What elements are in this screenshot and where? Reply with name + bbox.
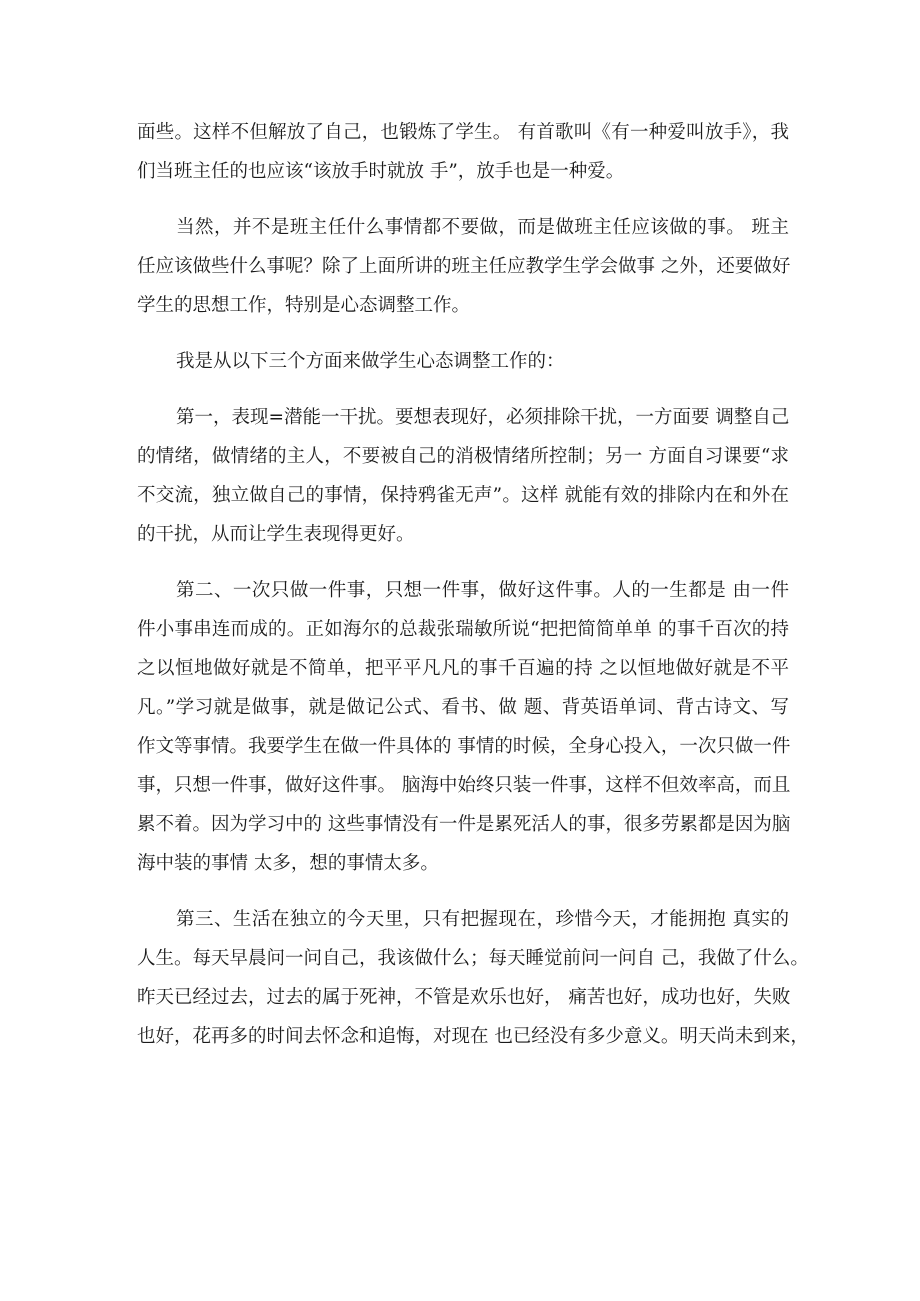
paragraph-line: 我是从以下三个方面来做学生心态调整工作的： (176, 351, 565, 372)
paragraph-line: 当然，并不是班主任什么事情都不要做，而是做班主任应该做的事。 班主 (176, 217, 789, 238)
paragraph-line: 第三、生活在独立的今天里，只有把握现在，珍惜今天，才能拥抱 真实的 (176, 909, 789, 930)
paragraph-line: 也好，花再多的时间去怀念和追悔，对现在 也已经没有多少意义。明天尚未到来， (137, 1026, 809, 1047)
paragraph-line: 事，只想一件事，做好这件事。 脑海中始终只装一件事，这样不但效率高，而且 (137, 775, 791, 796)
paragraph-line: 之以恒地做好就是不简单，把平平凡凡的事千百遍的持 之以恒地做好就是不平 (137, 658, 789, 679)
document-body (137, 113, 809, 1056)
paragraph-line: 任应该做些什么事呢？除了上面所讲的班主任应教学生学会做事 之外，还要做好 (137, 256, 791, 277)
paragraph-line: 第二、一次只做一件事，只想一件事，做好这件事。人的一生都是 由一件 (176, 580, 789, 601)
paragraph-3 (137, 342, 789, 381)
paragraph-line: 的情绪，做情绪的主人，不要被自己的消极情绪所控制；另一 方面自习课要“求 (137, 446, 789, 467)
paragraph-line: 学生的思想工作，特别是心态调整工作。 (137, 295, 471, 316)
paragraph-line: 人生。每天早晨问一问自己，我该做什么；每天睡觉前问一问自 己，我做了什么。 (137, 948, 809, 969)
paragraph-line: 昨天已经过去，过去的属于死神，不管是欢乐也好， 痛苦也好，成功也好，失败 (137, 987, 791, 1008)
paragraph-line: 的干扰，从而让学生表现得更好。 (137, 524, 415, 545)
paragraph-4 (137, 398, 789, 554)
paragraph-line: 面些。这样不但解放了自己，也锻炼了学生。 有首歌叫《有一种爱叫放手》，我 (137, 122, 789, 143)
paragraph-line: 累不着。因为学习中的 这些事情没有一件是累死活人的事，很多劳累都是因为脑 (137, 814, 791, 835)
paragraph-line: 海中装的事情 太多，想的事情太多。 (137, 853, 439, 874)
paragraph-line: 件小事串连而成的。正如海尔的总裁张瑞敏所说“把把简简单单 的事千百次的持 (137, 619, 789, 640)
paragraph-line: 第一，表现=潜能一干扰。要想表现好，必须排除干扰，一方面要 调整自己 (176, 407, 790, 428)
paragraph-1 (137, 113, 789, 191)
paragraph-line: 们当班主任的也应该“该放手时就放 手”，放手也是一种爱。 (137, 161, 625, 182)
paragraph-line: 作文等事情。我要学生在做一件具体的 事情的时候，全身心投入，一次只做一件 (137, 736, 791, 757)
paragraph-5 (137, 571, 789, 883)
paragraph-2 (137, 208, 789, 325)
paragraph-6 (137, 900, 809, 1056)
paragraph-line: 不交流，独立做自己的事情，保持鸦雀无声”。这样 就能有效的排除内在和外在 (137, 485, 789, 506)
paragraph-line: 凡。”学习就是做事，就是做记公式、看书、做 题、背英语单词、背古诗文、写 (137, 697, 789, 718)
